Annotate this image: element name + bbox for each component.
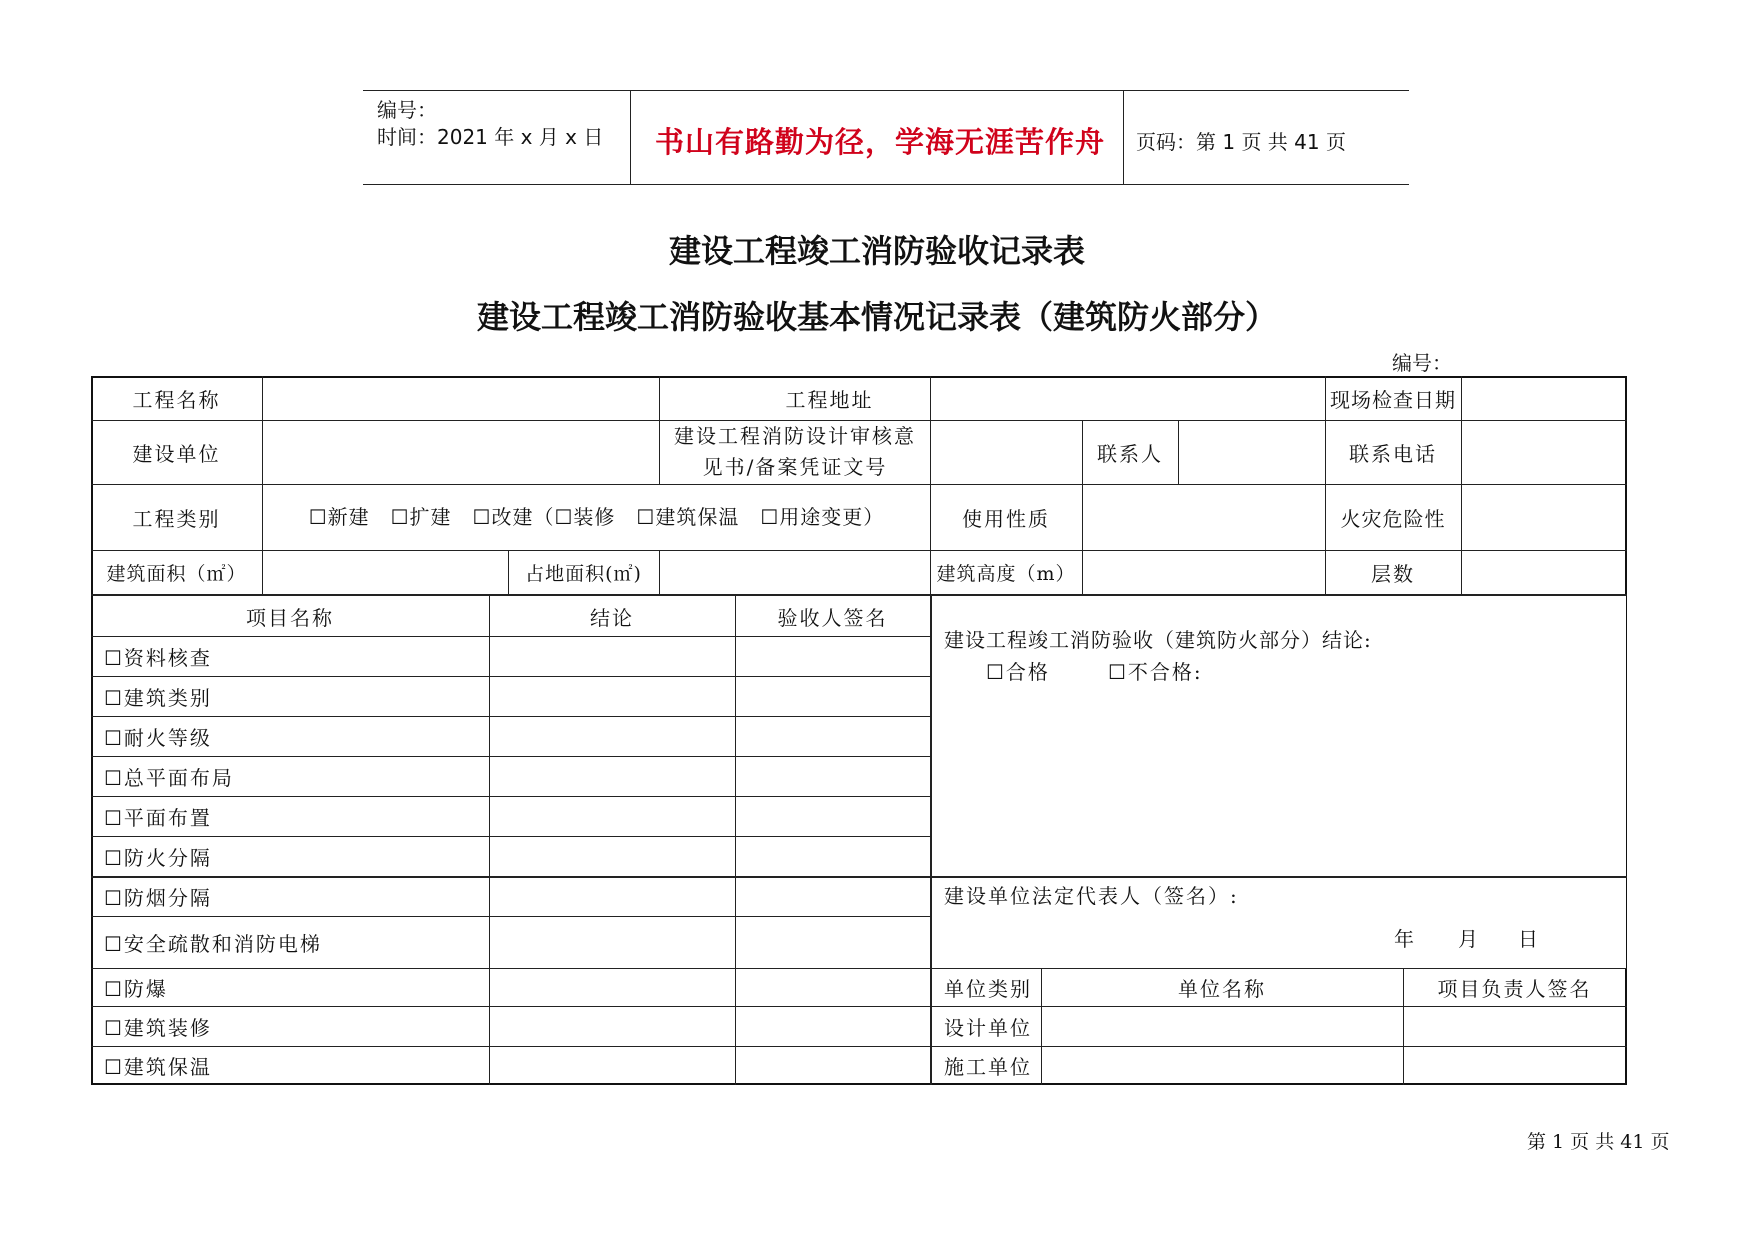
units-header-category: 单位类别: [944, 976, 1032, 1001]
checklist-item[interactable]: ☐建筑保温: [104, 1055, 212, 1079]
checklist-item[interactable]: ☐建筑装修: [104, 1015, 212, 1040]
units-header-name: 单位名称: [1178, 976, 1266, 1001]
label-contact-person: 联系人: [1097, 441, 1163, 466]
checklist-header-item: 项目名称: [246, 605, 334, 630]
signature-day: 日: [1518, 927, 1538, 951]
header-page-code: 页码：第 1 页 共 41 页: [1136, 130, 1346, 154]
units-construction-signer-input[interactable]: [1404, 1046, 1626, 1085]
label-builder-unit: 建设单位: [132, 441, 221, 466]
checklist-item[interactable]: ☐安全疏散和消防电梯: [104, 931, 322, 956]
conclusion-label: 建设工程竣工消防验收（建筑防火部分）结论:: [944, 628, 1372, 652]
label-design-review-doc: 建设工程消防设计审核意见书/备案凭证文号: [674, 424, 916, 479]
input-land-area[interactable]: [660, 550, 930, 594]
label-site-check-date: 现场检查日期: [1330, 387, 1456, 412]
input-design-review-doc[interactable]: [931, 420, 1082, 484]
input-contact-phone[interactable]: [1462, 420, 1626, 484]
input-usage-nature[interactable]: [1083, 484, 1325, 550]
label-land-area: 占地面积(㎡): [525, 562, 642, 585]
checklist-item[interactable]: ☐建筑类别: [104, 685, 212, 710]
conclusion-pass-checkbox[interactable]: ☐合格: [986, 660, 1050, 684]
signature-month: 月: [1458, 927, 1478, 951]
checklist-item[interactable]: ☐防烟分隔: [104, 886, 212, 910]
label-project-address: 工程地址: [785, 387, 874, 412]
checklist-header-signer: 验收人签名: [777, 605, 888, 630]
legal-rep-label: 建设单位法定代表人（签名）:: [944, 884, 1239, 908]
input-building-area[interactable]: [263, 550, 508, 594]
units-header-signer: 项目负责人签名: [1437, 976, 1592, 1001]
col-rule: [735, 595, 736, 1085]
header-top-rule: [363, 90, 1409, 91]
label-usage-nature: 使用性质: [962, 506, 1050, 531]
label-project-name: 工程名称: [132, 387, 221, 412]
input-building-height[interactable]: [1083, 550, 1325, 594]
input-contact-person[interactable]: [1179, 420, 1325, 484]
checklist-item[interactable]: ☐平面布置: [104, 805, 212, 830]
checklist-item[interactable]: ☐总平面布局: [104, 765, 234, 790]
units-row-label: 施工单位: [944, 1055, 1032, 1079]
checklist-item[interactable]: ☐防火分隔: [104, 845, 212, 870]
label-floors: 层数: [1371, 561, 1415, 586]
label-building-height: 建筑高度（m）: [936, 562, 1076, 585]
header-divider: [630, 90, 631, 184]
page-footer: 第 1 页 共 41 页: [1527, 1131, 1670, 1153]
input-floors[interactable]: [1462, 550, 1626, 594]
form-number-label: 编号：: [1392, 351, 1452, 375]
input-site-check-date[interactable]: [1462, 376, 1626, 420]
input-project-address[interactable]: [931, 376, 1325, 420]
header-number-label: 编号：: [377, 98, 437, 122]
header-motto: 书山有路勤为径，学海无涯苦作舟: [655, 125, 1106, 159]
signature-year: 年: [1394, 927, 1414, 951]
units-construction-name-input[interactable]: [1042, 1046, 1403, 1085]
units-design-name-input[interactable]: [1042, 1006, 1403, 1046]
units-design-signer-input[interactable]: [1404, 1006, 1626, 1046]
header-bottom-rule: [363, 184, 1409, 185]
label-contact-phone: 联系电话: [1349, 441, 1437, 466]
label-project-category: 工程类别: [132, 506, 221, 531]
checklist-item[interactable]: ☐耐火等级: [104, 725, 212, 750]
main-title: 建设工程竣工消防验收记录表: [668, 232, 1085, 270]
category-options[interactable]: ☐新建 ☐扩建 ☐改建（☐装修 ☐建筑保温 ☐用途变更）: [308, 504, 885, 529]
conclusion-fail-checkbox[interactable]: ☐不合格:: [1108, 660, 1203, 684]
label-building-area: 建筑面积（㎡）: [106, 562, 247, 585]
checklist-item[interactable]: ☐防爆: [104, 976, 168, 1001]
sub-title: 建设工程竣工消防验收基本情况记录表（建筑防火部分）: [476, 298, 1277, 336]
input-builder-unit[interactable]: [263, 420, 659, 484]
units-row-label: 设计单位: [944, 1015, 1032, 1040]
input-fire-risk[interactable]: [1462, 484, 1626, 550]
checklist-item[interactable]: ☐资料核查: [104, 645, 212, 670]
col-rule: [489, 595, 490, 1085]
header-divider: [1123, 90, 1124, 184]
header-time-label: 时间：2021 年 x 月 x 日: [377, 125, 604, 149]
label-fire-risk: 火灾危险性: [1340, 506, 1446, 531]
checklist-header-conclusion: 结论: [590, 605, 634, 630]
input-project-name[interactable]: [263, 376, 659, 420]
